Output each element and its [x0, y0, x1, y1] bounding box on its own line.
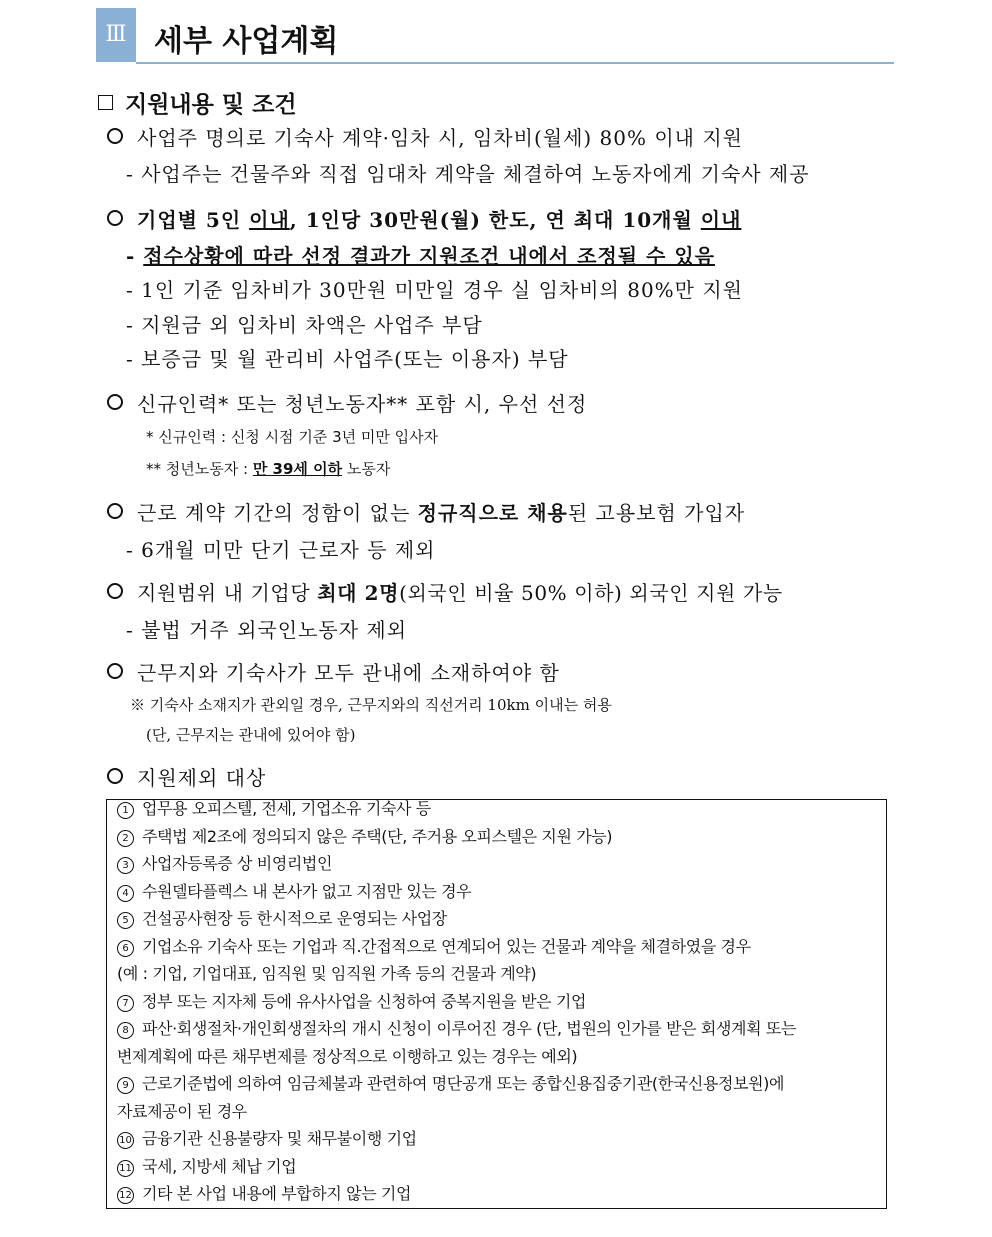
- circled-number: 4: [117, 885, 134, 902]
- circled-number: 7: [117, 995, 134, 1012]
- exclusion-text: 변제계획에 따른 채무변제를 정상적으로 이행하고 있는 경우는 예외): [117, 1046, 578, 1066]
- section-header: [96, 8, 894, 64]
- exclusion-item: [117, 1016, 796, 1039]
- detail-illegal: - 불법 거주 외국인노동자 제외: [126, 618, 408, 642]
- exclusion-item-continuation: [117, 1099, 247, 1122]
- bullet-limits: 기업별 5인 이내, 1인당 30만원(월) 한도, 연 최대 10개월 이내: [107, 204, 741, 233]
- detail-difference: - 지원금 외 임차비 차액은 사업주 부담: [126, 313, 483, 337]
- exclusion-text: 사업자등록증 상 비영리법인: [142, 854, 333, 873]
- subsection-heading: 지원내용 및 조건: [98, 86, 297, 119]
- circled-number: 9: [117, 1077, 134, 1094]
- circled-number: 12: [117, 1187, 134, 1204]
- exclusion-item: [117, 1154, 296, 1177]
- exclusion-text: 기업소유 기숙사 또는 기업과 직.간접적으로 연계되어 있는 건물과 계약을 체결하였을 경우: [142, 936, 751, 956]
- exclusion-text: 금융기관 신용불량자 및 채무불이행 기업: [142, 1129, 417, 1148]
- detail-deposit: - 보증금 및 월 관리비 사업주(또는 이용자) 부담: [126, 347, 569, 371]
- exclusion-text: 건설공사현장 등 한시적으로 운영되는 사업장: [142, 909, 447, 928]
- exclusion-text: 정부 또는 지자체 등에 유사사업을 신청하여 중복지원을 받은 기업: [142, 991, 587, 1011]
- exclusion-text: (예 : 기업, 기업대표, 임직원 및 임직원 가족 등의 건물과 계약): [117, 964, 537, 983]
- bullet-rent-support: 사업주 명의로 기숙사 계약·임차 시, 임차비(월세) 80% 이내 지원: [107, 122, 743, 151]
- exclusion-item: [117, 1126, 417, 1149]
- circled-number: 5: [117, 912, 134, 929]
- exclusion-item-continuation: [117, 1044, 577, 1067]
- exclusion-text: 기타 본 사업 내용에 부합하지 않는 기업: [142, 1184, 412, 1203]
- circle-bullet-icon: [107, 503, 123, 519]
- bullet-location: 근무지와 기숙사가 모두 관내에 소재하여야 함: [107, 657, 560, 686]
- note-young-worker: ** 청년노동자 : 만 39세 이하 노동자: [146, 460, 391, 478]
- circle-bullet-icon: [107, 583, 123, 599]
- exclusion-item: [117, 906, 447, 929]
- exclusion-item: [117, 1071, 784, 1094]
- detail-short-term: - 6개월 미만 단기 근로자 등 제외: [126, 538, 436, 562]
- circled-number: 10: [117, 1132, 134, 1149]
- detail-selection-adjust: - 접수상황에 따라 선정 결과가 지원조건 내에서 조정될 수 있음: [126, 244, 715, 268]
- bullet-permanent: 근로 계약 기간의 정함이 없는 정규직으로 채용된 고용보험 가입자: [107, 497, 745, 526]
- bullet-exclusions: 지원제외 대상: [107, 762, 266, 791]
- section-title: 세부 사업계획: [154, 24, 339, 59]
- exclusion-item: [117, 989, 586, 1012]
- exclusion-item: [117, 934, 751, 957]
- note-new-hire: * 신규인력 : 신청 시점 기준 3년 미만 입사자: [146, 428, 439, 446]
- circle-bullet-icon: [107, 663, 123, 679]
- exclusion-text: 주택법 제2조에 정의되지 않은 주택(단, 주거용 오피스텔은 지원 가능): [142, 826, 613, 846]
- circle-bullet-icon: [107, 128, 123, 144]
- exclusion-text: 업무용 오피스텔, 전세, 기업소유 기숙사 등: [142, 799, 431, 818]
- exclusion-item: [117, 824, 612, 847]
- circled-number: 2: [117, 830, 134, 847]
- note-distance: ※ 기숙사 소재지가 관외일 경우, 근무지와의 직선거리 10km 이내는 허용: [130, 696, 612, 714]
- circled-number: 6: [117, 940, 134, 957]
- bullet-foreign: 지원범위 내 기업당 최대 2명(외국인 비율 50% 이하) 외국인 지원 가능: [107, 577, 783, 606]
- note-workplace: (단, 근무지는 관내에 있어야 함): [146, 726, 356, 744]
- circled-number: 3: [117, 857, 134, 874]
- circled-number: 8: [117, 1022, 134, 1039]
- bullet-priority: 신규인력* 또는 청년노동자** 포함 시, 우선 선정: [107, 388, 587, 417]
- exclusion-item: [117, 1181, 411, 1204]
- section-number: Ⅲ: [96, 8, 136, 62]
- header-rule: [136, 62, 894, 64]
- exclusion-box: [106, 799, 887, 1209]
- circle-bullet-icon: [107, 394, 123, 410]
- exclusion-item: [117, 796, 431, 819]
- circled-number: 11: [117, 1160, 134, 1177]
- square-bullet-icon: [98, 95, 113, 110]
- circled-number: 1: [117, 802, 134, 819]
- circle-bullet-icon: [107, 210, 123, 226]
- exclusion-text: 자료제공이 된 경우: [117, 1101, 247, 1121]
- circle-bullet-icon: [107, 768, 123, 784]
- exclusion-text: 수원델타플렉스 내 본사가 없고 지점만 있는 경우: [142, 881, 472, 901]
- exclusion-item: [117, 851, 332, 874]
- detail-under-300k: - 1인 기준 임차비가 30만원 미만일 경우 실 임차비의 80%만 지원: [126, 278, 743, 302]
- exclusion-item: [117, 879, 471, 902]
- exclusion-text: 근로기준법에 의하여 임금체불과 관련하여 명단공개 또는 종합신용집중기관(한국신용정보원)에: [142, 1074, 785, 1093]
- exclusion-item-continuation: [117, 961, 536, 984]
- exclusion-text: 파산·회생절차·개인회생절차의 개시 신청이 이루어진 경우 (단, 법원의 인가를 받은 회생계획 또는: [142, 1019, 796, 1038]
- exclusion-text: 국세, 지방세 체납 기업: [142, 1156, 297, 1176]
- detail-landlord-contract: - 사업주는 건물주와 직접 임대차 계약을 체결하여 노동자에게 기숙사 제공: [126, 162, 810, 186]
